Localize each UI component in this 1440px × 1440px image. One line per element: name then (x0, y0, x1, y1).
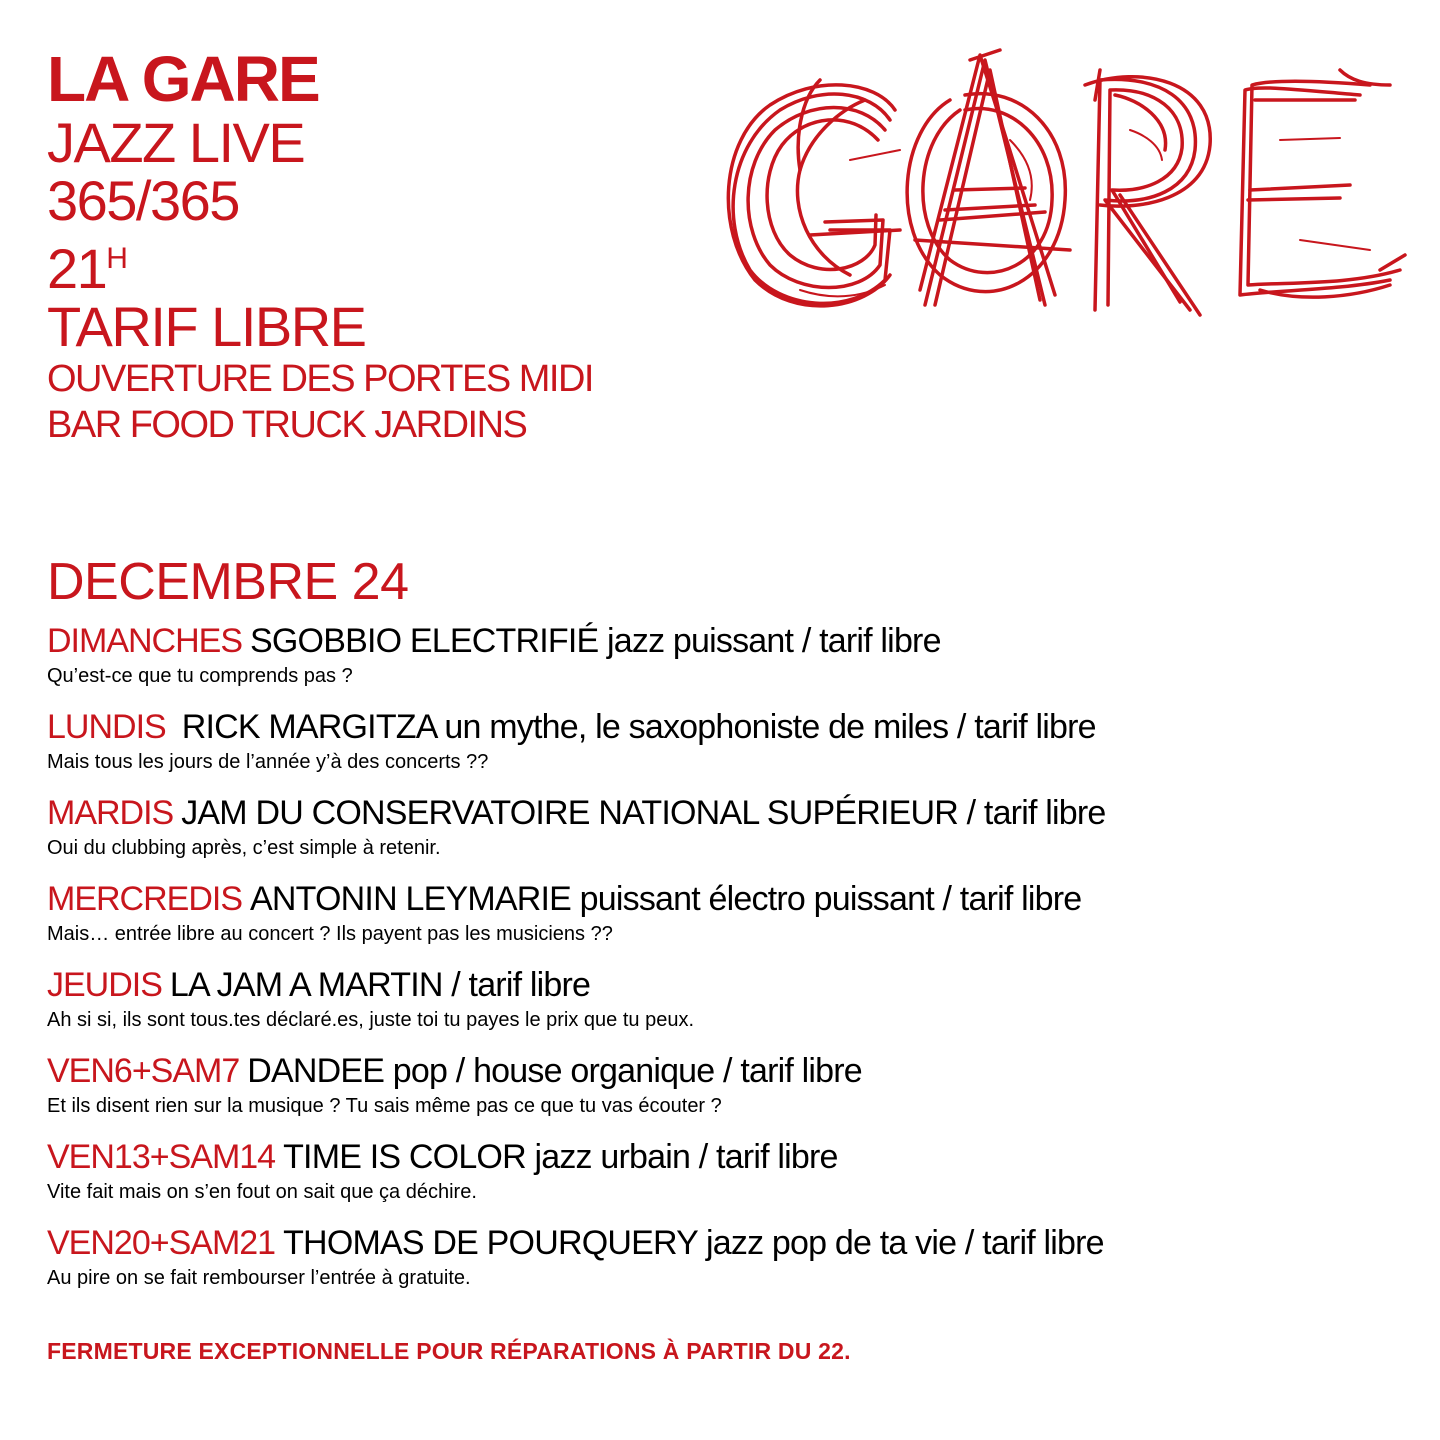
header-tarif: TARIF LIBRE (47, 295, 366, 358)
header-time (47, 230, 687, 298)
entry-line (47, 620, 1407, 662)
entry-day: VEN6+SAM7 (47, 1052, 240, 1090)
entry-day: VEN20+SAM21 (47, 1224, 276, 1262)
entry-line (47, 1222, 1407, 1264)
program-entry (47, 620, 1407, 706)
program-entry (47, 1222, 1407, 1308)
entry-act: LA JAM A MARTIN / tarif libre (169, 966, 591, 1004)
header-opening: OUVERTURE DES PORTES MIDI (47, 358, 593, 400)
program-entry (47, 706, 1407, 792)
entry-act: TIME IS COLOR jazz urbain / tarif libre (283, 1138, 838, 1176)
entry-line (47, 706, 1407, 748)
entry-act: SGOBBIO ELECTRIFIÉ jazz puissant / tarif libre (250, 622, 941, 660)
entry-note: Vite fait mais on s’en fout on sait que ça déchire. (47, 1181, 477, 1203)
entry-day: VEN13+SAM14 (47, 1138, 276, 1176)
entry-day: MERCREDIS (47, 880, 243, 918)
entry-day: MARDIS (47, 794, 174, 832)
header-time-main: 21 (47, 237, 107, 300)
entry-line (47, 964, 1407, 1006)
header-time-sup: H (106, 242, 128, 275)
program-entry (47, 792, 1407, 878)
venue-header (47, 44, 687, 448)
entry-note: Qu’est-ce que tu comprends pas ? (47, 665, 353, 687)
entry-note: Mais tous les jours de l’année y’à des concerts ?? (47, 751, 489, 773)
entry-line (47, 792, 1407, 834)
entry-note: Oui du clubbing après, c’est simple à retenir. (47, 837, 441, 859)
entry-note: Et ils disent rien sur la musique ? Tu sais même pas ce que tu vas écouter ? (47, 1095, 722, 1117)
closure-notice: FERMETURE EXCEPTIONNELLE POUR RÉPARATIONS À PARTIR DU 22. (47, 1338, 851, 1364)
entry-line (47, 878, 1407, 920)
entry-line (47, 1050, 1407, 1092)
entry-act: JAM DU CONSERVATOIRE NATIONAL SUPÉRIEUR / tarif libre (181, 794, 1106, 832)
program-entry (47, 964, 1407, 1050)
entry-line (47, 1136, 1407, 1178)
header-days: 365/365 (47, 169, 239, 232)
header-jazz-live: JAZZ LIVE (47, 111, 305, 174)
gare-logo (700, 40, 1410, 330)
entry-note: Au pire on se fait rembourser l’entrée à gratuite. (47, 1267, 471, 1289)
entry-act: RICK MARGITZA un mythe, le saxophoniste de miles / tarif libre (181, 708, 1096, 746)
venue-title: LA GARE (47, 43, 319, 115)
entry-day: LUNDIS (47, 708, 166, 746)
program-entry (47, 878, 1407, 964)
program-entry (47, 1136, 1407, 1222)
entry-act: THOMAS DE POURQUERY jazz pop de ta vie / tarif libre (283, 1224, 1104, 1262)
month-heading: DECEMBRE 24 (47, 553, 409, 611)
program-list (47, 620, 1407, 1308)
entry-act: DANDEE pop / house organique / tarif libre (247, 1052, 862, 1090)
program-entry (47, 1050, 1407, 1136)
entry-act: ANTONIN LEYMARIE puissant électro puissant / tarif libre (250, 880, 1082, 918)
entry-day: JEUDIS (47, 966, 162, 1004)
entry-note: Mais… entrée libre au concert ? Ils payent pas les musiciens ?? (47, 923, 613, 945)
entry-day: DIMANCHES (47, 622, 243, 660)
entry-note: Ah si si, ils sont tous.tes déclaré.es, juste toi tu payes le prix que tu peux. (47, 1009, 695, 1031)
header-amenities: BAR FOOD TRUCK JARDINS (47, 404, 527, 446)
